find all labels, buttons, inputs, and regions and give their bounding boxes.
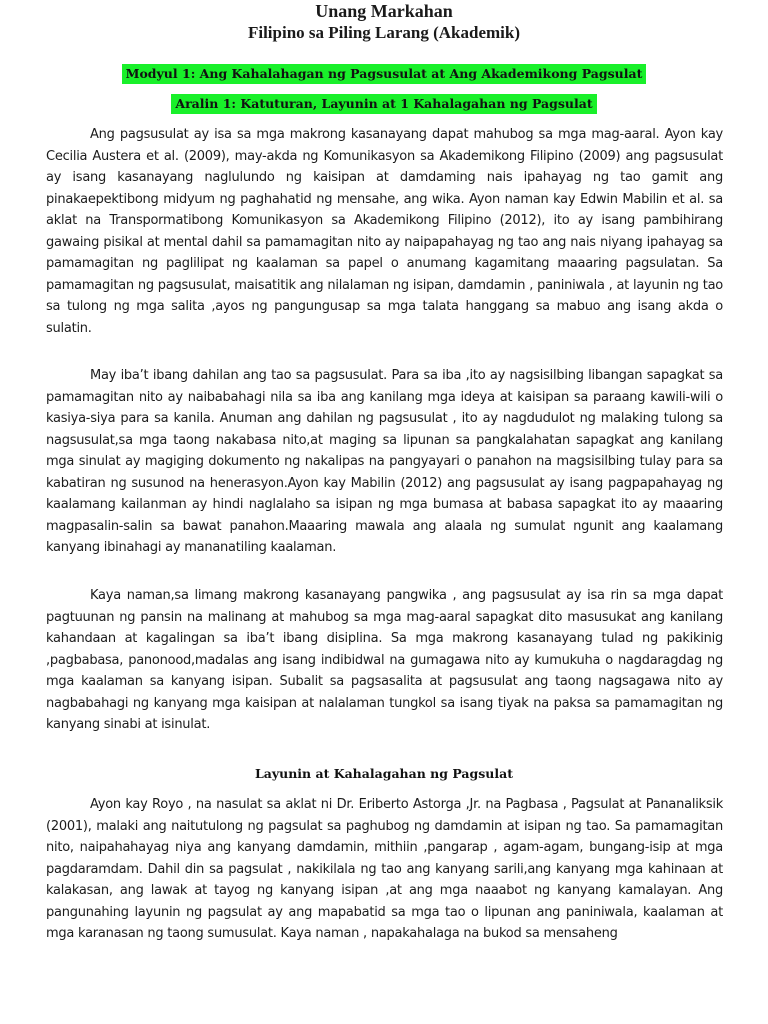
paragraph-3: Kaya naman,sa limang makrong kasanayang pangwika , ang pagsusulat ay isa rin sa mga dapat pagtuunan ng pansin na malinang at mahubog sa mga mag-aaral sapagkat dito masusukat ang kanilang kahandaan at kagalingan sa iba’t ibang disiplina. Sa mga makrong kasanayang tulad ng pakikinig ,pagbabasa, panonood,madalas ang isang indibidwal na gumagawa nito ay kumukuha o nagdaragdag ng mga kaalaman sa kanyang isipan. Subalit sa pagsasalita at pagsusulat ang taong nagsagawa nito ay nagbabahagi ng kanyang mga kaisipan at nalalaman tungkol sa isang tiyak na paksa sa pamamagitan ng kanyang sinabi at isinulat. <box>46 588 723 732</box>
paragraph-4: Ayon kay Royo , na nasulat sa aklat ni Dr. Eriberto Astorga ,Jr. na Pagbasa , Pagsulat at Pananaliksik (2001), malaki ang naitutulong ng pagsulat sa paghubog ng damdamin at isipan ng tao. Sa pamamagitan nito, naipahahayag niya ang kanyang damdamin, mithiin ,pangarap , agam-agam, bungang-isip at mga pagdaramdam. Dahil din sa pagsulat , nakikilala ng tao ang kanyang sarili,ang kanyang mga kahinaan at kalakasan, ang lawak at tayog ng kanyang isipan ,at ang mga naaabot ng kanyang kamalayan. Ang pangunahing layunin ng pagsulat ay ang mapabatid sa mga tao o lipunan ang paniniwala, kaalaman at mga karanasan ng taong sumusulat. Kaya naman , napakahalaga na bukod sa mensaheng <box>46 797 723 941</box>
subject-title: Filipino sa Piling Larang (Akademik) <box>247 23 521 42</box>
quarter-title: Unang Markahan <box>315 1 453 21</box>
paragraph-1: Ang pagsusulat ay isa sa mga makrong kasanayang dapat mahubog sa mga mag-aaral. Ayon kay Cecilia Austera et al. (2009), may-akda ng Komunikasyon sa Akademikong Filipino (2009) ang pagsusulat ay isang kasanayang naglulundo ng kaisipan at damdaming nais ipahayag ng tao gamit ang pinakaepektibong midyum ng paghahatid ng mensahe, ang wika. Ayon naman kay Edwin Mabilin et al. sa aklat na Transpormatibong Komunikasyon sa Akademikong Filipino (2012), ito ay isang pambihirang gawaing pisikal at mental dahil sa pamamagitan nito ay naipapahayag ng tao ang nais niyang ipahayag sa pamamagitan ng paglilipat ng kaalaman sa papel o anumang kagamitang maaaring pagsulatan. Sa pamamagitan ng pagsusulat, maisatitik ang nilalaman ng isipan, damdamin , paniniwala , at layunin ng tao sa tulong ng mga salita ,ayos ng pangungusap sa mga talata hanggang sa mabuo ang isang akda o sulatin. <box>46 127 723 336</box>
paragraph-2: May iba’t ibang dahilan ang tao sa pagsusulat. Para sa iba ,ito ay nagsisilbing libangan sapagkat sa pamamagitan nito ay naibabahagi nila sa iba ang kanilang mga ideya at kaisipan sa paraang kawili-wili o kasiya-siya para sa kanila. Anuman ang dahilan ng pagsusulat , ito ay nagdudulot ng malaking tulong sa nagsusulat,sa mga taong nakabasa nito,at maging sa lipunan sa pangkalahatan sapagkat ang kanilang mga sinulat ay magiging dokumento ng nakalipas na pangyayari o panahon na magsisilbing tulay para sa kabatiran ng susunod na henerasyon.Ayon kay Mabilin (2012) ang pagsusulat ay isang pagpapahayag ng kaalamang kailanman ay hindi naglalaho sa isipan ng mga bumasa at babasa sapagkat ito ay maaaring magpasalin-salin sa bawat panahon.Maaaring mawala ang alaala ng sumulat ngunit ang kaalamang kanyang ibinahagi ay mananatiling kaalaman. <box>46 368 723 555</box>
lesson-title-row <box>0 94 768 114</box>
module-title-row <box>0 64 768 84</box>
lesson-title: Aralin 1: Katuturan, Layunin at 1 Kahalagahan ng Pagsulat <box>171 94 596 114</box>
section-heading: Layunin at Kahalagahan ng Pagsulat <box>254 766 514 781</box>
module-title: Modyul 1: Ang Kahalahagan ng Pagsusulat at Ang Akademikong Pagsulat <box>122 64 647 84</box>
